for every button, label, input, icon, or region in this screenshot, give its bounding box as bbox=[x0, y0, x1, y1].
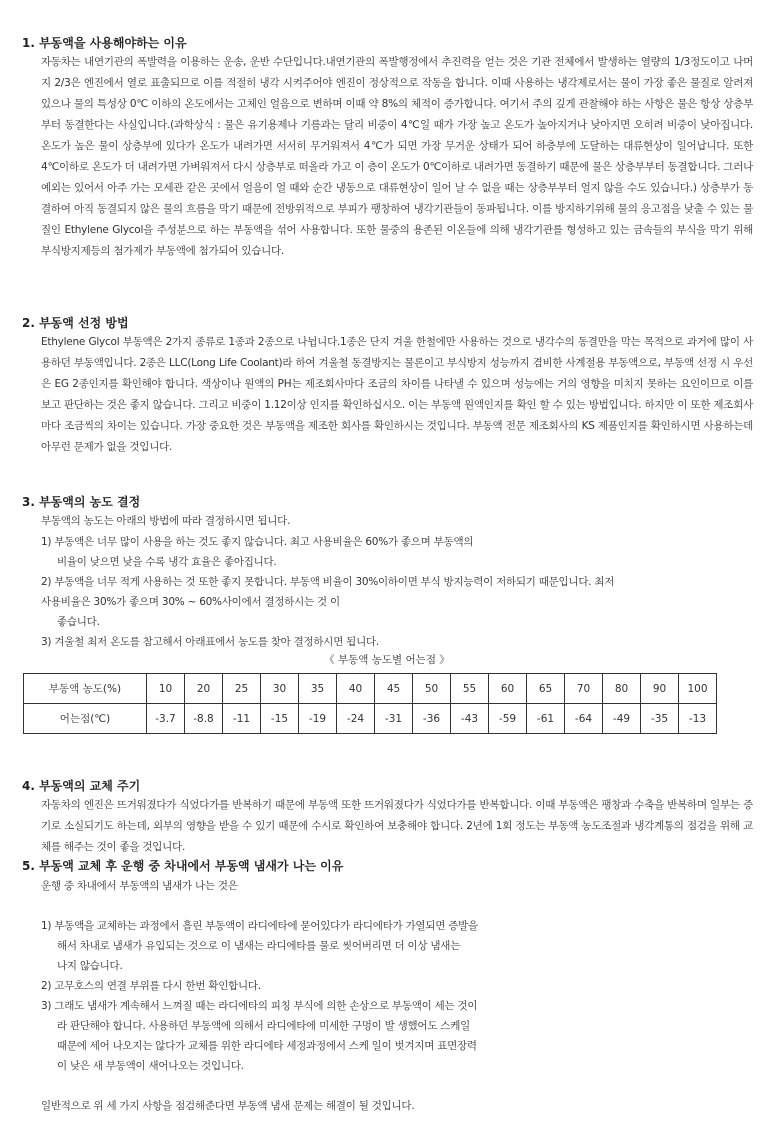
table-cell: 70 bbox=[565, 674, 603, 704]
table-cell: 60 bbox=[489, 674, 527, 704]
section-2-title: 2. 부동액 선정 방법 bbox=[22, 316, 129, 330]
table-cell: 90 bbox=[641, 674, 679, 704]
section-3-title: 3. 부동액의 농도 결정 bbox=[22, 495, 141, 509]
section-3-item-3: 3) 겨울철 최저 온도를 참고해서 아래표에서 농도를 찾아 결정하시면 됩니다. bbox=[41, 636, 379, 648]
table-cell: -61 bbox=[527, 704, 565, 734]
table-cell: 20 bbox=[185, 674, 223, 704]
section-5-closing: 일반적으로 위 세 가지 사항을 점검해준다면 부동액 냄새 문제는 해결이 될 것입니다. bbox=[41, 1100, 415, 1112]
section-5-intro: 운행 중 차내에서 부동액의 냄새가 나는 것은 bbox=[41, 880, 238, 892]
section-3-item-2-cont: 사용비율은 30%가 좋으며 30% ~ 60%사이에서 결정하시는 것 이 bbox=[41, 596, 340, 608]
table-cell: 80 bbox=[603, 674, 641, 704]
table-cell: 30 bbox=[261, 674, 299, 704]
table-cell: -11 bbox=[223, 704, 261, 734]
table-cell: -49 bbox=[603, 704, 641, 734]
table-cell: -36 bbox=[413, 704, 451, 734]
section-5-item-3-cont3: 이 낮은 새 부동액이 새어나오는 것입니다. bbox=[57, 1060, 244, 1072]
table-caption: 《 부동액 농도별 어는점 》 bbox=[324, 654, 450, 666]
table-row-freezing-point bbox=[24, 704, 717, 734]
table-cell: -43 bbox=[451, 704, 489, 734]
table-cell: -31 bbox=[375, 704, 413, 734]
section-5-item-1-cont: 해서 차내로 냄새가 유입되는 것으로 이 냄새는 라디에타를 물로 씻어버리면 더 이상 냄새는 bbox=[57, 940, 461, 952]
table-cell: 50 bbox=[413, 674, 451, 704]
table-row-concentration bbox=[24, 674, 717, 704]
table-cell: 65 bbox=[527, 674, 565, 704]
table-cell: 25 bbox=[223, 674, 261, 704]
table-cell: 40 bbox=[337, 674, 375, 704]
table-cell: -3.7 bbox=[147, 704, 185, 734]
section-3-intro: 부동액의 농도는 아래의 방법에 따라 결정하시면 됩니다. bbox=[41, 515, 291, 527]
section-3-item-1: 1) 부동액은 너무 많이 사용을 하는 것도 좋지 않습니다. 최고 사용비율은 60%가 좋으며 부동액의 bbox=[41, 536, 474, 548]
section-5-item-1: 1) 부동액을 교체하는 과정에서 흘린 부동액이 라디에타에 묻어있다가 라디에타가 가열되면 증발을 bbox=[41, 920, 478, 932]
section-3-item-2: 2) 부동액을 너무 적게 사용하는 것 또한 좋지 못합니다. 부동액 비율이 30%이하이면 부식 방지능력이 저하되기 때문입니다. 최저 bbox=[41, 576, 615, 588]
section-3-item-2-cont2: 좋습니다. bbox=[57, 616, 100, 628]
table-cell: -19 bbox=[299, 704, 337, 734]
table-cell: -24 bbox=[337, 704, 375, 734]
table-cell: -8.8 bbox=[185, 704, 223, 734]
section-5-item-3-cont: 라 판단해야 합니다. 사용하던 부동액에 의해서 라디에타에 미세한 구멍이 발 생했어도 스케일 bbox=[57, 1020, 470, 1032]
section-4-body: 자동차의 엔진은 뜨거워졌다가 식었다가를 반복하기 때문에 부동액 또한 뜨거워졌다가 식었다가를 반복합니다. 이때 부동액은 팽창과 수축을 반복하며 일부는 증기로 소실되기도 하는데, 외부의 영향을 받을 수 있기 때문에 수시로 확인하여 보충해야 합니다. 2년에 1회 정도는 부동액 농도조절과 냉각계통의 점검을 위해 교체를 해주는 것이 좋을 것입니다. bbox=[41, 799, 753, 853]
table-cell: 35 bbox=[299, 674, 337, 704]
table-cell: -35 bbox=[641, 704, 679, 734]
section-5-item-3: 3) 그래도 냄새가 계속해서 느껴질 때는 라디에타의 피칭 부식에 의한 손상으로 부동액이 세는 것이 bbox=[41, 1000, 478, 1012]
section-5-item-1-cont2: 나지 않습니다. bbox=[57, 960, 123, 972]
table-row-label: 부동액 농도(%) bbox=[24, 674, 147, 704]
table-cell: -59 bbox=[489, 704, 527, 734]
section-5-item-3-cont2: 때문에 세어 나오지는 않다가 교체를 위한 라디에타 세정과정에서 스케 일이 벗겨지며 표면장력 bbox=[57, 1040, 477, 1052]
table-cell: 45 bbox=[375, 674, 413, 704]
table-cell: 55 bbox=[451, 674, 489, 704]
freezing-point-table bbox=[23, 673, 717, 734]
section-1-body: 자동차는 내연기관의 폭발력을 이용하는 운송, 운반 수단입니다.내연기관의 폭발행정에서 추진력을 얻는 것은 기관 전체에서 발생하는 열량의 1/3정도이고 나머지 2/3은 엔진에서 열로 표출되므로 이를 적절히 냉각 시켜주어야 엔진이 정상적으로 작동을 합니다. 이때 사용하는 냉각제로서는 물이 가장 좋은 물질로 알려져 있으나 물의 특성상 0℃ 이하의 온도에서는 고체인 얼음으로 변하며 이때 약 8%의 체적이 증가합니다. 여기서 주의 깊게 관찰해야 하는 사항은 물은 항상 상층부부터 동결한다는 사실입니다.(과학상식 : 물은 유기용제나 기름과는 달리 비중이 4℃일 때가 가장 높고 온도가 높아지거나 낮아지면 오히려 비중이 낮아집니다. 온도가 높은 물이 상층부에 있다가 온도가 내려가면 서서히 무거워져서 4℃가 되면 가장 무거운 상태가 되어 하층부에 도달하는 대류현상이 일어납니다. 또한 4℃이하로 온도가 더 내려가면 가벼워져서 다시 상층부로 떠올라 가고 이 층이 온도가 0℃이하로 내려가면 동결하기 때문에 물은 상층부부터 동결합니다. 그러나 예외는 있어서 아주 가는 모세관 같은 곳에서 얼음이 얼 때와 순간 냉동으로 대류현상이 일어 날 수 없을 때는 상층부부터 얼지 않을 수도 있습니다.) 상층부가 동결하여 아직 동결되지 않은 물의 흐름을 막기 때문에 전방위적으로 부피가 팽창하여 냉각기관들이 동파됩니다. 이를 방지하기위해 물의 응고점을 낮출 수 있는 물질인 Ethylene Glycol을 주성분으로 하는 부동액을 섞어 사용합니다. 또한 물중의 용존된 이온들에 의해 냉각기관를 형성하고 있는 금속들의 부식을 막기 위해 부식방지제등의 첨가제가 부동액에 첨가되어 있습니다. bbox=[41, 56, 753, 257]
table-cell: -64 bbox=[565, 704, 603, 734]
section-1-title: 1. 부동액을 사용해야하는 이유 bbox=[22, 36, 187, 50]
section-4-title: 4. 부동액의 교체 주기 bbox=[22, 779, 141, 793]
table-cell: 100 bbox=[679, 674, 717, 704]
section-3-item-1-cont: 비율이 낮으면 낮을 수록 냉각 효율은 좋아집니다. bbox=[57, 556, 277, 568]
table-cell: -15 bbox=[261, 704, 299, 734]
section-5-item-2: 2) 고무호스의 연결 부위를 다시 한번 확인합니다. bbox=[41, 980, 261, 992]
table-cell: -13 bbox=[679, 704, 717, 734]
table-cell: 10 bbox=[147, 674, 185, 704]
section-2-body: Ethylene Glycol 부동액은 2가지 종류로 1종과 2종으로 나뉩니다.1종은 단지 겨울 한철에만 사용하는 것으로 냉각수의 동결만을 막는 목적으로 과거에 많이 사용하던 부동액입니다. 2종은 LLC(Long Life Coolant)라 하여 겨울철 동결방지는 물론이고 부식방지 성능까지 겸비한 사계절용 부동액으로, 부동액 선정 시 우선은 EG 2종인지를 확인해야 합니다. 색상이나 원액의 PH는 제조회사마다 조금의 차이를 나타낼 수 있으며 성능에는 거의 영향을 미치지 못하는 요인이므로 이를 보고 판단하는 것은 좋지 않습니다. 그리고 비중이 1.12이상 인지를 확인하십시오. 이는 부동액 원액인지를 확인 할 수 있는 방법입니다. 하지만 이 또한 제조회사마다 조금씩의 차이는 있습니다. 가장 중요한 것은 부동액을 제조한 회사를 확인하시는 것입니다. 부동액 전문 제조회사의 KS 제품인지를 확인하시면 사용하는데 아무런 문제가 없을 것입니다. bbox=[41, 336, 753, 453]
section-5-title: 5. 부동액 교체 후 운행 중 차내에서 부동액 냄새가 나는 이유 bbox=[22, 859, 344, 873]
table-row-label: 어는점(℃) bbox=[24, 704, 147, 734]
